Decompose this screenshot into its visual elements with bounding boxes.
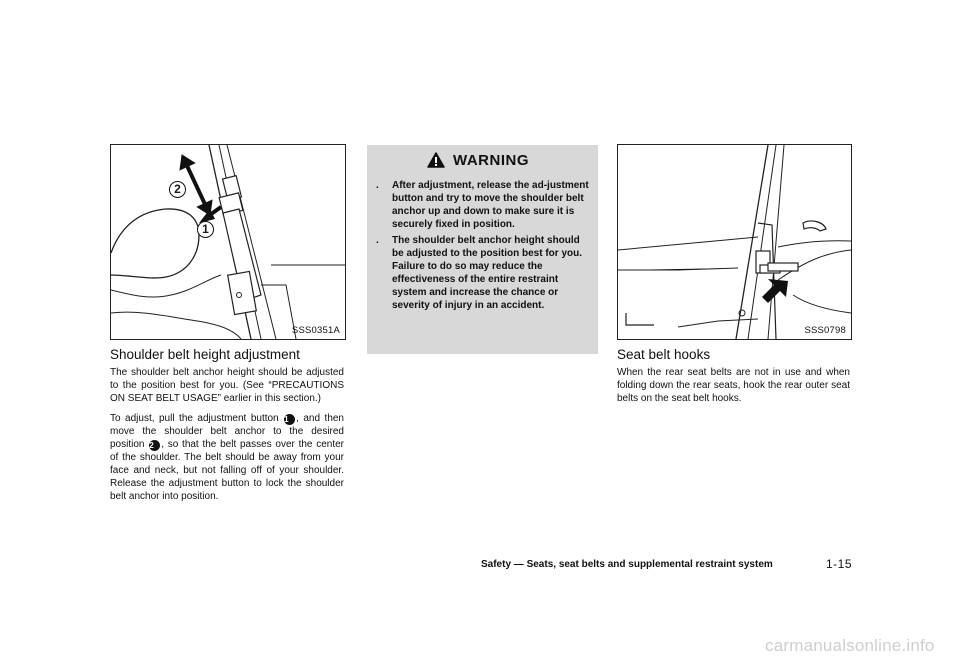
paragraph [110, 412, 344, 503]
bullet: . [376, 180, 379, 191]
warning-item [375, 179, 591, 231]
warning-box [367, 145, 598, 354]
paragraph: The shoulder belt anchor height should be adjusted to the position best for you. (See “PRECAUTIONS ON SEAT BELT USAGE” earlier in this section.) [110, 367, 344, 404]
watermark: carmanualsonline.info [765, 636, 935, 655]
figure-code: SSS0351A [291, 325, 340, 336]
bullet: . [376, 235, 379, 246]
figure-seat-belt-hook-illustration [618, 145, 851, 339]
page-number: 1-15 [826, 557, 853, 571]
warning-item [375, 234, 591, 312]
warning-triangle-icon [427, 152, 445, 168]
callout-2-label: 2 [169, 181, 186, 198]
warning-title: WARNING [453, 152, 529, 169]
warning-list [375, 179, 591, 315]
paragraph: When the rear seat belts are not in use and when folding down the rear seats, hook the rear outer seat belts on the seat belt hooks. [617, 367, 850, 404]
section-heading-seat-belt-hooks: Seat belt hooks [617, 347, 711, 362]
warning-header [367, 145, 598, 173]
footer-section-title: Safety — Seats, seat belts and supplemental restraint system [481, 559, 773, 570]
section-body-seat-belt-hooks [617, 366, 850, 412]
callout-2-inline: 2 [149, 440, 160, 451]
section-heading-shoulder-belt: Shoulder belt height adjustment [110, 347, 300, 362]
text-run: , so that the belt passes over the center of the shoulder. The belt should be away from your face and neck, but not falling off of your shoulder. Release the adjustment button to lock the shoulder belt anchor into position. [110, 439, 345, 502]
warning-item-text: After adjustment, release the ad-justment button and try to move the shoulder belt anchor up and down to make sure it is securely fixed in position. [392, 180, 589, 230]
section-body-shoulder-belt [110, 366, 344, 510]
text-run: To adjust, pull the adjustment button [110, 413, 279, 424]
text-run: , and then move the shoulder belt anchor to the desired position [110, 413, 344, 450]
callout-1-label: 1 [197, 221, 214, 238]
figure-seat-belt-hook [617, 144, 852, 340]
callout-1-inline: 1 [284, 414, 295, 425]
warning-item-text: The shoulder belt anchor height should be adjusted to the position best for you. Failure to do so may reduce the effectiveness of the entire restraint system and increase the chance or severity of injury in an accident. [392, 235, 583, 311]
figure-shoulder-belt-adjustment [110, 144, 346, 340]
figure-code: SSS0798 [804, 325, 846, 336]
figure-shoulder-belt-illustration [111, 145, 345, 339]
